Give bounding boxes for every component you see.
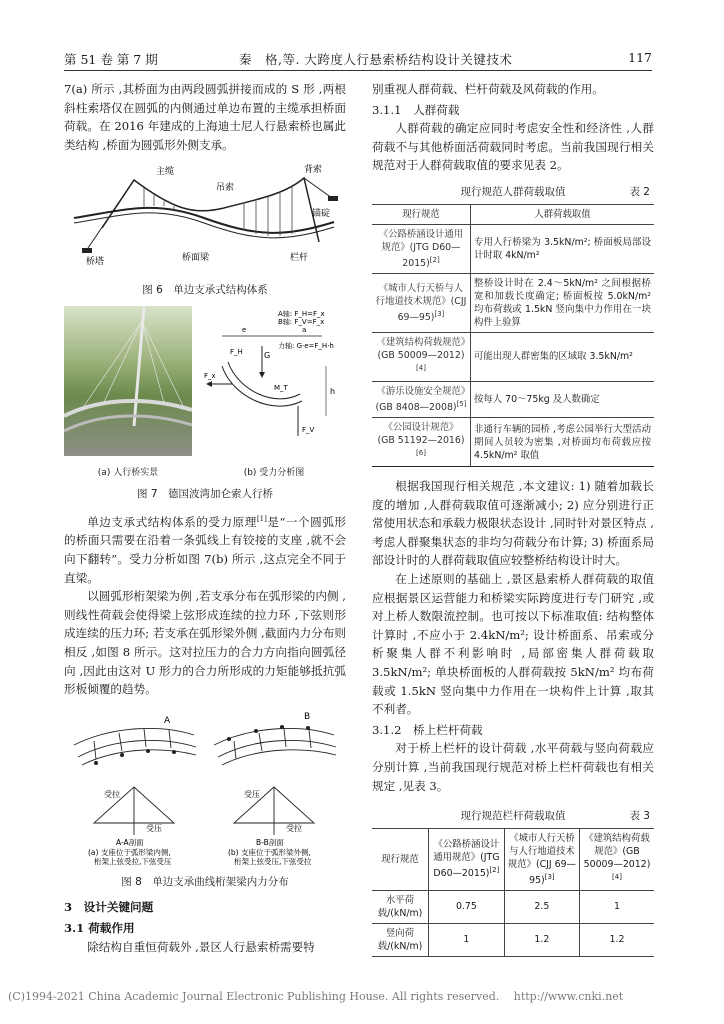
table-header: 人群荷载取值 <box>471 204 655 224</box>
figure-8b-section-title: B-B剖面 <box>256 837 284 847</box>
page-number: 117 <box>628 50 652 65</box>
label-a: a <box>302 325 307 334</box>
figure-8 <box>64 705 346 891</box>
table-2-title: 现行规范人群荷载取值 表 2 <box>372 183 654 202</box>
subsubsection-heading: 3.1.2 桥上栏杆荷载 <box>372 722 483 737</box>
label-h: h <box>330 386 336 396</box>
figure-7a <box>64 306 192 482</box>
equation-3: 力轴: G·e=F_H·h <box>278 341 334 350</box>
table-header: 《建筑结构荷载规范》(GB 50009—2012)[4] <box>580 828 655 890</box>
section-heading: 3 设计关键问题 <box>64 900 154 915</box>
paragraph: 根据我国现行相关规范 ,本文建议: 1) 随着加载长度的增加 ,人群荷载取值可逐渐减小; 2) 应分别进行正常使用状态和承载力极限状态设计 ,同时针对景区特点 ,考虑人群聚集状态的非均匀荷载分布计算; 3) 桥面系局部设计时的人群荷载取值应较整桥结构设计时大。 <box>372 479 654 568</box>
label-fv: F_V <box>302 425 315 434</box>
left-column <box>64 80 346 956</box>
table-header: 《城市人行天桥与人行地道技术规范》(CJJ 69—95)[3] <box>504 828 579 890</box>
label-fh: F_H <box>230 347 243 356</box>
label-mt: M_T <box>274 383 288 392</box>
figure-6-caption: 图 6 单边支承式结构体系 <box>142 283 268 296</box>
table-2-number: 表 2 <box>629 185 650 198</box>
label-anchorage: 锚碇 <box>312 209 331 220</box>
table-row: 《公园设计规范》(GB 51192—2016)[6] 非通行车辆的园桥 ,考虑公园举行大型活动期间人员较为密集 ,对桥面均布荷载应按 4.5kN/m² 取值 <box>372 417 654 466</box>
figure-8a-subcaption: (a) 支座位于弧形梁内侧, <box>88 847 171 857</box>
label-tension-b: 受拉 <box>286 823 302 833</box>
figure-7b-subcaption: (b) 受力分析图 <box>243 467 305 478</box>
label-a-section-mark: A <box>164 715 171 726</box>
label-compression-b: 受压 <box>244 789 260 799</box>
figure-8a-subcaption-2: 桁架上弦受拉,下弦受压 <box>94 856 172 865</box>
label-hanger: 吊索 <box>216 183 235 194</box>
paragraph: 人群荷载的确定应同时考虑安全性和经济性 ,人群荷载不与其他桥面活荷载同时考虑。当前我国现行相关规范对于人群荷载取值的要求见表 2。 <box>372 121 654 173</box>
figure-8a-section-title: A-A剖面 <box>116 837 144 847</box>
header-rule <box>64 70 652 71</box>
figure-8b-subcaption: (b) 支座位于弧形梁外侧, <box>228 847 311 857</box>
label-back-cable: 背索 <box>304 165 323 176</box>
label-compression-a: 受压 <box>146 823 162 833</box>
figure-6 <box>64 160 346 298</box>
paragraph: 除结构自重恒荷载外 ,景区人行悬索桥需要特 <box>87 939 315 954</box>
label-b-section-mark: B <box>304 711 311 722</box>
right-column <box>372 80 654 957</box>
label-tower: 桥塔 <box>86 257 105 268</box>
article-running-title: 秦 格,等. 大跨度人行悬索桥结构设计关键技术 <box>239 52 513 67</box>
table-row: 《公路桥涵设计通用规范》(JTG D60—2015)[2] 专用人行桥梁为 3.5kN/m²; 桥面板局部设计时取 4kN/m² <box>372 224 654 273</box>
force-diagram <box>202 306 346 456</box>
equation-2: B轴: F_V=F_x <box>278 317 325 326</box>
label-fx: F_x <box>204 371 216 380</box>
table-3-title: 现行规范栏杆荷载取值 表 3 <box>372 807 654 826</box>
figure-7 <box>64 306 346 482</box>
figure-8-diagram <box>64 705 346 865</box>
paragraph: 单边支承式结构体系的受力原理[1]是“一个圆弧形的桥面只需要在沿着一条弧线上有铰接的支座 ,就不会向下翻转”。受力分析如图 7(b) 所示 ,这点完全不同于直梁。 <box>64 514 346 585</box>
paragraph: 以圆弧形桁架梁为例 ,若支承分布在弧形梁的内侧 ,则线性荷载会使得梁上弦形成连续的拉力环 ,下弦则形成连续的压力环; 若支承在弧形梁外侧 ,截面内力分布则相反 ,如图 8 所示。这对拉压力的合力方向指向圆弧径向 ,因此由这对 U 形力的合力所形成的力矩能够抵抗弧形板倾覆的趋势。 <box>64 589 346 697</box>
table-row: 《建筑结构荷载规范》(GB 50009—2012)[4] 可能出现人群密集的区域取 3.5kN/m² <box>372 332 654 381</box>
figure-8b-subcaption-2: 桁架上弦受压,下弦受拉 <box>234 856 312 865</box>
paragraph: 在上述原则的基础上 ,景区悬索桥人群荷载的取值应根据景区运营能力和桥梁实际跨度进行专门研究 ,或对上桥人数限流控制。也可按以下标准取值: 结构整体计算时 ,不应小于 2.4kN/m²; 设计桥面系、吊索或分析聚集人群不利影响时 ,局部密集人群荷载取 3.5kN/m²; 单块桥面板的人群荷载按 5kN/m² 均布荷载或 1.5kN 竖向集中力作用在一块构件上计算 ,取其不利者。 <box>372 572 654 717</box>
table-row: 竖向荷载/(kN/m) 1 1.2 1.2 <box>372 923 654 956</box>
subsection-heading: 3.1 荷载作用 <box>64 920 135 935</box>
table-header: 《公路桥涵设计通用规范》(JTG D60—2015)[2] <box>429 828 505 890</box>
paragraph: 别重视人群荷载、栏杆荷载及风荷载的作用。 <box>372 82 604 96</box>
copyright-footer: (C)1994-2021 China Academic Journal Electronic Publishing House. All rights reserved. http://www.cnki.net <box>8 990 624 1003</box>
label-deck-girder: 桥面梁 <box>182 253 210 264</box>
label-g: G <box>264 350 271 360</box>
label-tension-a: 受拉 <box>104 789 120 799</box>
table-header: 现行规范 <box>372 204 471 224</box>
paragraph: 7(a) 所示 ,其桥面为由两段圆弧拼接而成的 S 形 ,两根斜柱索塔仅在圆弧的内侧通过单边布置的主缆承担桥面荷载。在 2016 年建成的上海迪士尼人行悬索桥也属此类结构 ,桥面为圆弧形外侧支承。 <box>64 82 346 152</box>
figure-7-caption: 图 7 德国波湾加仑索人行桥 <box>136 487 274 500</box>
table-row: 《城市人行天桥与人行地道技术规范》(CJJ 69—95)[3] 整桥设计时在 2.4～5kN/m² 之间根据桥宽和加载长度确定; 桥面板按 5.0kN/m² 均布荷载或 1.5kN 竖向集中力作用在一块构件上验算 <box>372 273 654 332</box>
table-row: 水平荷载/(kN/m) 0.75 2.5 1 <box>372 890 654 923</box>
table-header: 现行规范 <box>372 828 429 890</box>
table-row: 《游乐设施安全规范》(GB 8408—2008)[5] 按每人 70～75kg 及人数确定 <box>372 381 654 417</box>
label-main-cable: 主缆 <box>156 167 175 178</box>
running-header <box>64 50 652 70</box>
equation-1: A轴: F_H=F_x <box>278 309 325 318</box>
label-railing: 栏杆 <box>290 253 309 264</box>
table-3 <box>372 828 654 957</box>
table-3-number: 表 3 <box>629 810 650 823</box>
subsubsection-heading: 3.1.1 人群荷载 <box>372 102 460 117</box>
figure-6-diagram <box>64 160 346 272</box>
figure-7b <box>202 306 346 482</box>
table-2 <box>372 204 654 468</box>
journal-volume: 第 51 卷 第 7 期 <box>64 52 158 67</box>
figure-7a-subcaption: (a) 人行桥实景 <box>97 467 159 478</box>
figure-8-caption: 图 8 单边支承曲线桁架梁内力分布 <box>121 876 289 889</box>
paragraph: 对于桥上栏杆的设计荷载 ,水平荷载与竖向荷载应分别计算 ,当前我国现行规范对桥上栏杆荷载也有相关规定 ,见表 3。 <box>372 741 654 793</box>
label-e: e <box>242 325 247 334</box>
bridge-photo <box>64 306 192 456</box>
